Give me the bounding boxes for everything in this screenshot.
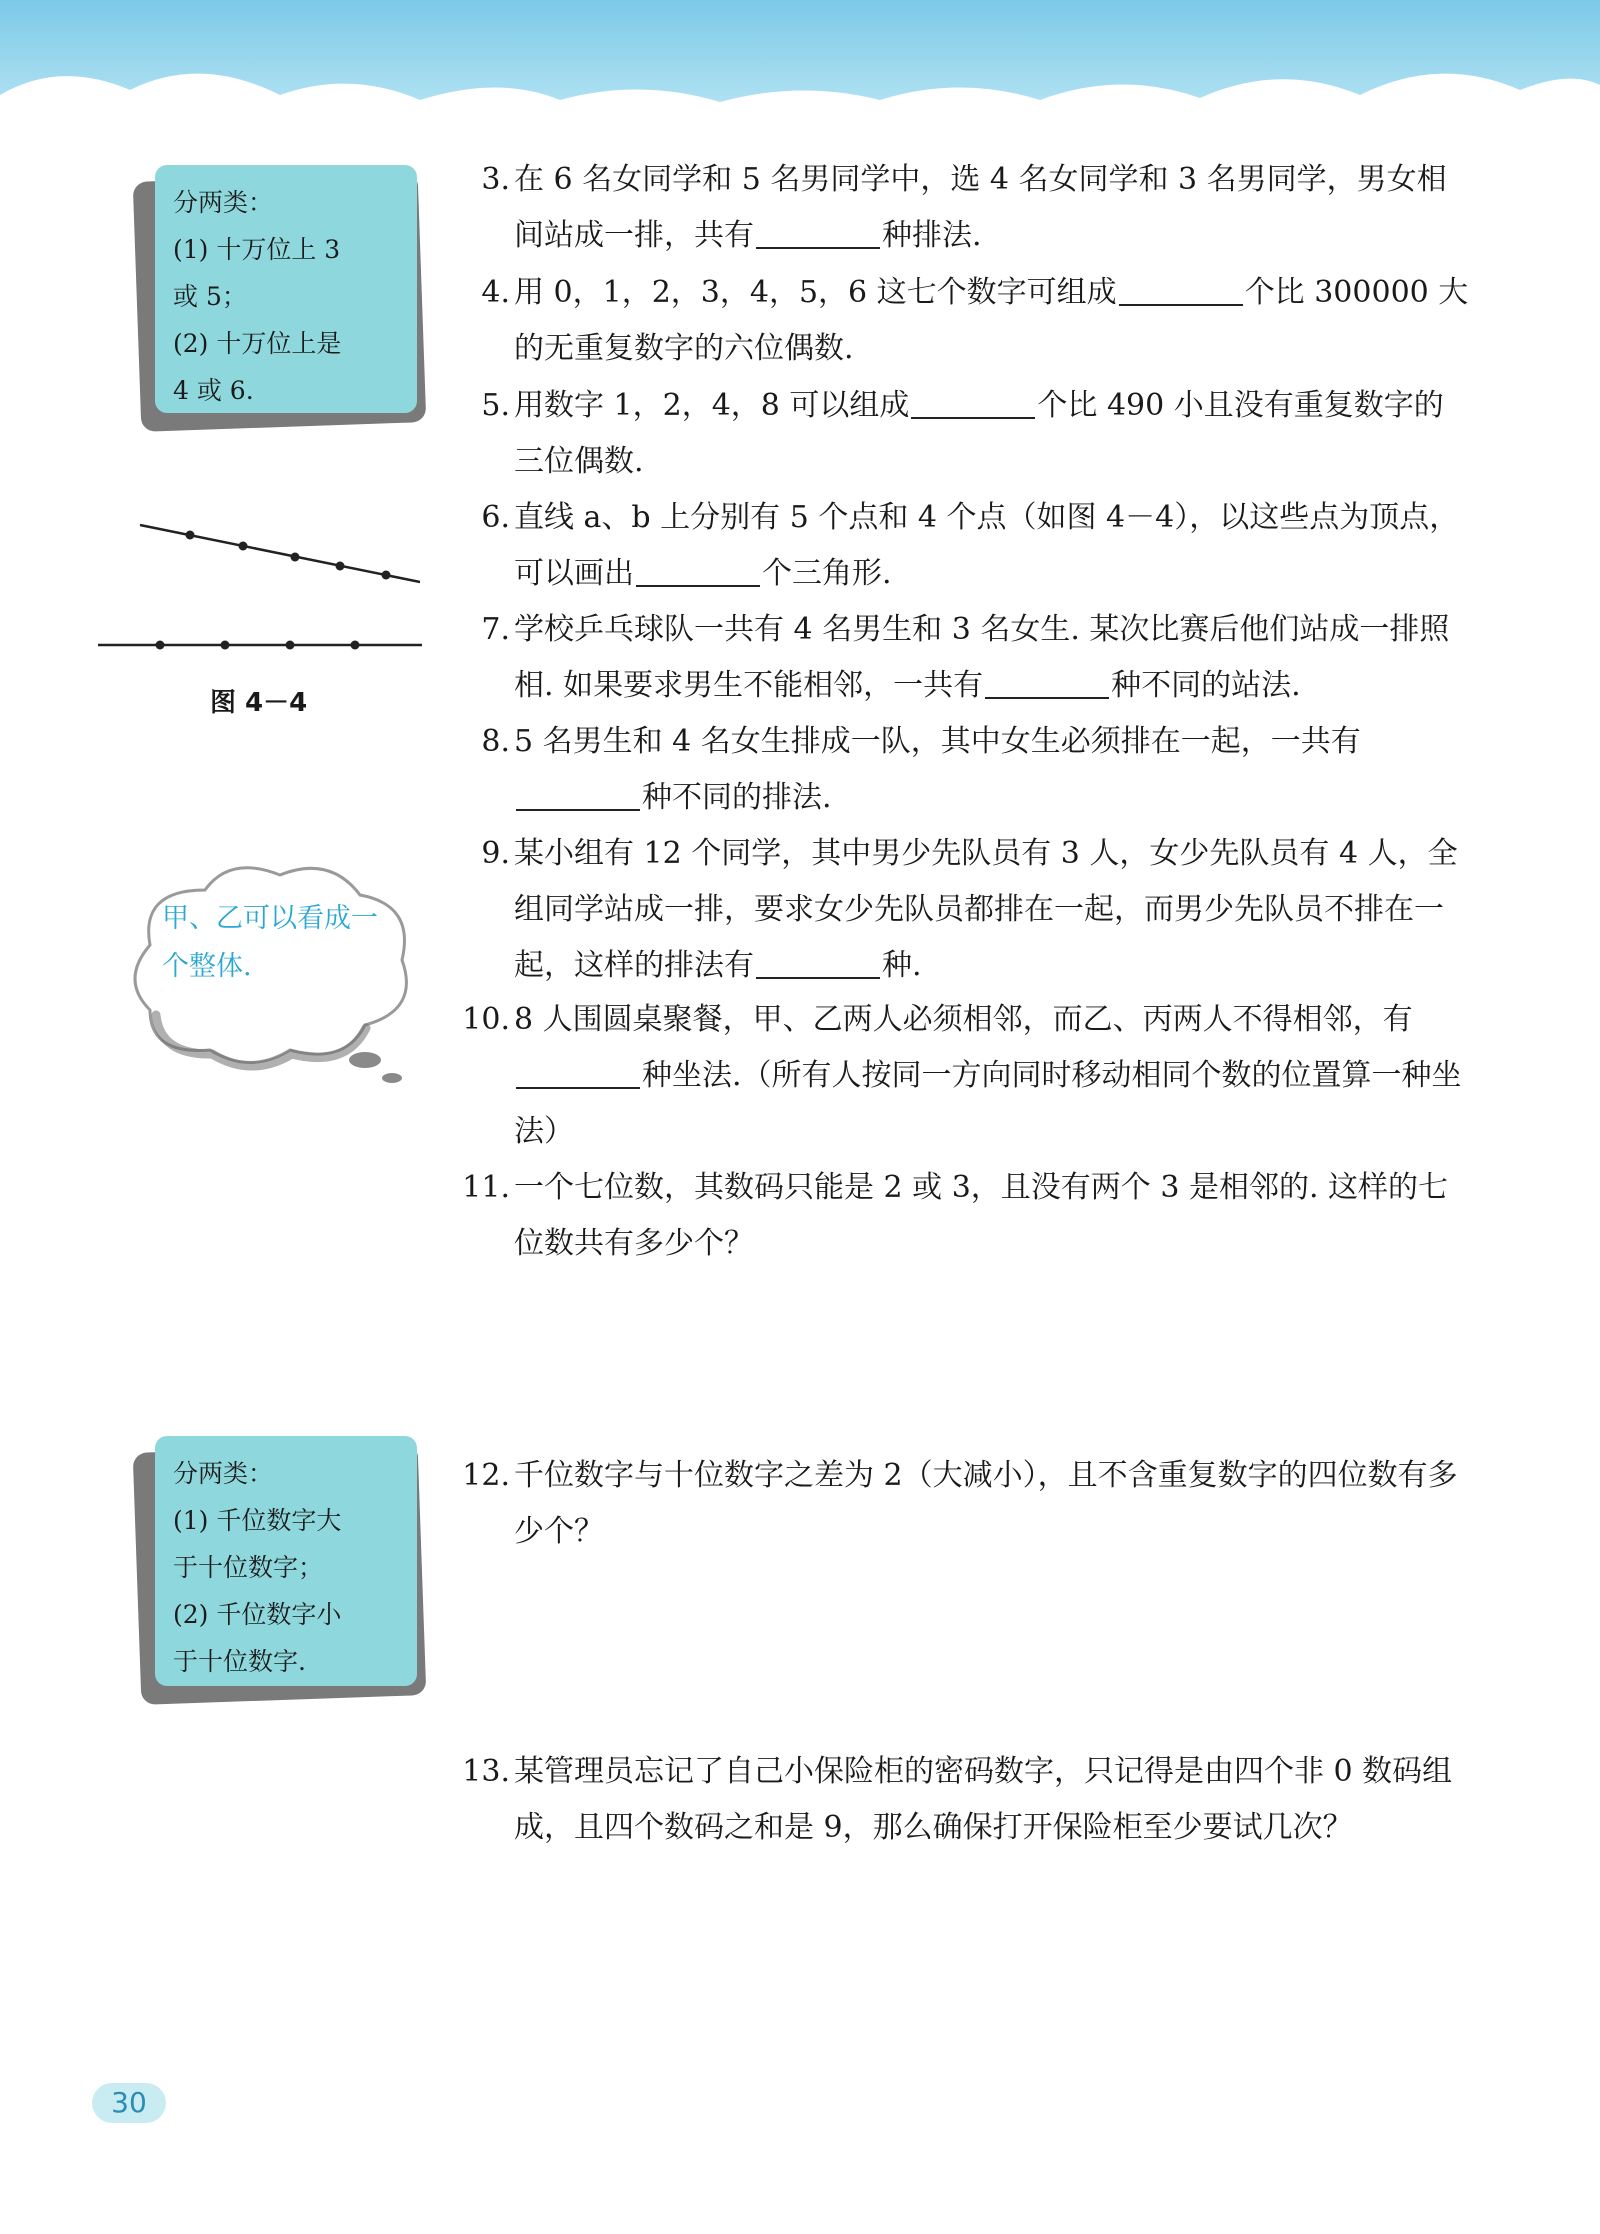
problem-number: 8. (481, 724, 510, 759)
point-b4 (351, 641, 360, 650)
problem-8 (440, 714, 1470, 826)
text-segment: 种排法. (882, 218, 982, 253)
header-sky-banner (0, 0, 1600, 150)
answer-blank (756, 947, 880, 979)
hint-line: 于十位数字； (173, 1553, 324, 1582)
problem-number: 7. (481, 612, 510, 647)
text-segment: 直线 a、b 上分别有 5 个点和 4 个点（如图 4－4），以这些点为顶点，可以画出 (514, 500, 1460, 591)
text-segment: 种不同的站法. (1111, 668, 1301, 703)
answer-blank (985, 667, 1109, 699)
problem-number: 3. (481, 162, 510, 197)
text-segment: 用数字 1，2，4，8 可以组成 (514, 388, 910, 423)
problem-text (514, 1448, 1470, 1560)
problem-13 (440, 1744, 1470, 1856)
problem-text (514, 826, 1470, 994)
text-segment: 一个七位数，其数码只能是 2 或 3，且没有两个 3 是相邻的. 这样的七位数共有多少个？ (514, 1170, 1449, 1261)
problem-text (514, 378, 1470, 490)
text-segment: 在 6 名女同学和 5 名男同学中，选 4 名女同学和 3 名男同学，男女相间站成一排，共有 (514, 162, 1447, 253)
problem-text (514, 714, 1470, 826)
answer-blank (911, 387, 1035, 419)
point-a2 (239, 542, 248, 551)
problem-text (514, 152, 1470, 264)
answer-blank (516, 779, 640, 811)
hint-box-1 (137, 165, 387, 425)
text-segment: 个三角形. (762, 556, 892, 591)
answer-blank (516, 1057, 640, 1089)
problem-11 (440, 1160, 1470, 1272)
hint-line: (1) 千位数字大 (173, 1506, 342, 1535)
hint-line: 4 或 6. (173, 376, 254, 405)
problem-7 (440, 602, 1470, 714)
bubble-tail-1 (349, 1052, 381, 1068)
point-a3 (291, 553, 300, 562)
problem-12 (440, 1448, 1470, 1560)
point-b1 (156, 641, 165, 650)
text-segment: 5 名男生和 4 名女生排成一队，其中女生必须排在一起，一共有 (514, 724, 1361, 759)
hint-line: (2) 千位数字小 (173, 1600, 342, 1629)
problem-number: 13. (462, 1754, 510, 1789)
problem-number: 9. (481, 836, 510, 871)
answer-blank (756, 217, 880, 249)
problem-10 (440, 992, 1470, 1160)
hint-line: 分两类： (173, 188, 274, 217)
text-segment: 学校乒乓球队一共有 4 名男生和 3 名女生. 某次比赛后他们站成一排照相. 如果要求男生不能相邻，一共有 (514, 612, 1450, 703)
hint-line: 或 5； (173, 282, 247, 311)
page-number: 30 (92, 2083, 166, 2123)
problem-number: 12. (462, 1458, 510, 1493)
problem-5 (440, 378, 1470, 490)
point-a4 (336, 562, 345, 571)
point-a5 (382, 571, 391, 580)
problem-9 (440, 826, 1470, 994)
problem-3 (440, 152, 1470, 264)
text-segment: 用 0，1，2，3，4，5，6 这七个数字可组成 (514, 275, 1117, 310)
figure-caption: 图 4－4 (210, 688, 308, 718)
problem-text (514, 602, 1470, 714)
answer-blank (1119, 274, 1243, 306)
problem-number: 6. (481, 500, 510, 535)
hint-box-2 (137, 1436, 387, 1696)
point-b3 (286, 641, 295, 650)
problem-number: 11. (462, 1170, 510, 1205)
answer-blank (636, 555, 760, 587)
problem-text (514, 1744, 1470, 1856)
hint-line: 分两类： (173, 1459, 274, 1488)
text-segment: 8 人围圆桌聚餐，甲、乙两人必须相邻，而乙、丙两人不得相邻，有 (514, 1002, 1413, 1037)
point-a1 (186, 531, 195, 540)
point-b2 (221, 641, 230, 650)
problem-number: 10. (462, 1002, 510, 1037)
problem-4 (440, 265, 1470, 377)
problem-text (514, 992, 1470, 1160)
hint-line: (2) 十万位上是 (173, 329, 342, 358)
hint-line: (1) 十万位上 3 (173, 235, 341, 264)
problem-number: 4. (481, 275, 510, 310)
text-segment: 千位数字与十位数字之差为 2（大减小），且不含重复数字的四位数有多少个？ (514, 1458, 1458, 1549)
problem-text (514, 1160, 1470, 1272)
text-segment: 个比 490 小且没有重复数字的三位偶数. (514, 388, 1444, 479)
problem-text (514, 490, 1470, 602)
hint-line: 于十位数字. (173, 1647, 306, 1676)
problem-6 (440, 490, 1470, 602)
bubble-text: 甲、乙可以看成一个整体. (162, 903, 378, 982)
problem-text (514, 265, 1470, 377)
text-segment: 个比 300000 大的无重复数字的六位偶数. (514, 275, 1469, 366)
text-segment: 某小组有 12 个同学，其中男少先队员有 3 人，女少先队员有 4 人，全组同学站成一排，要求女少先队员都排在一起，而男少先队员不排在一起，这样的排法有 (514, 836, 1458, 983)
text-segment: 某管理员忘记了自己小保险柜的密码数字，只记得是由四个非 0 数码组成，且四个数码之和是 9，那么确保打开保险柜至少要试几次？ (514, 1754, 1453, 1845)
problem-number: 5. (481, 388, 510, 423)
text-segment: 种. (882, 948, 922, 983)
line-a (140, 525, 420, 582)
bubble-tail-2 (382, 1073, 402, 1083)
text-segment: 种坐法.（所有人按同一方向同时移动相同个数的位置算一种坐法） (514, 1058, 1462, 1149)
text-segment: 种不同的排法. (642, 780, 832, 815)
